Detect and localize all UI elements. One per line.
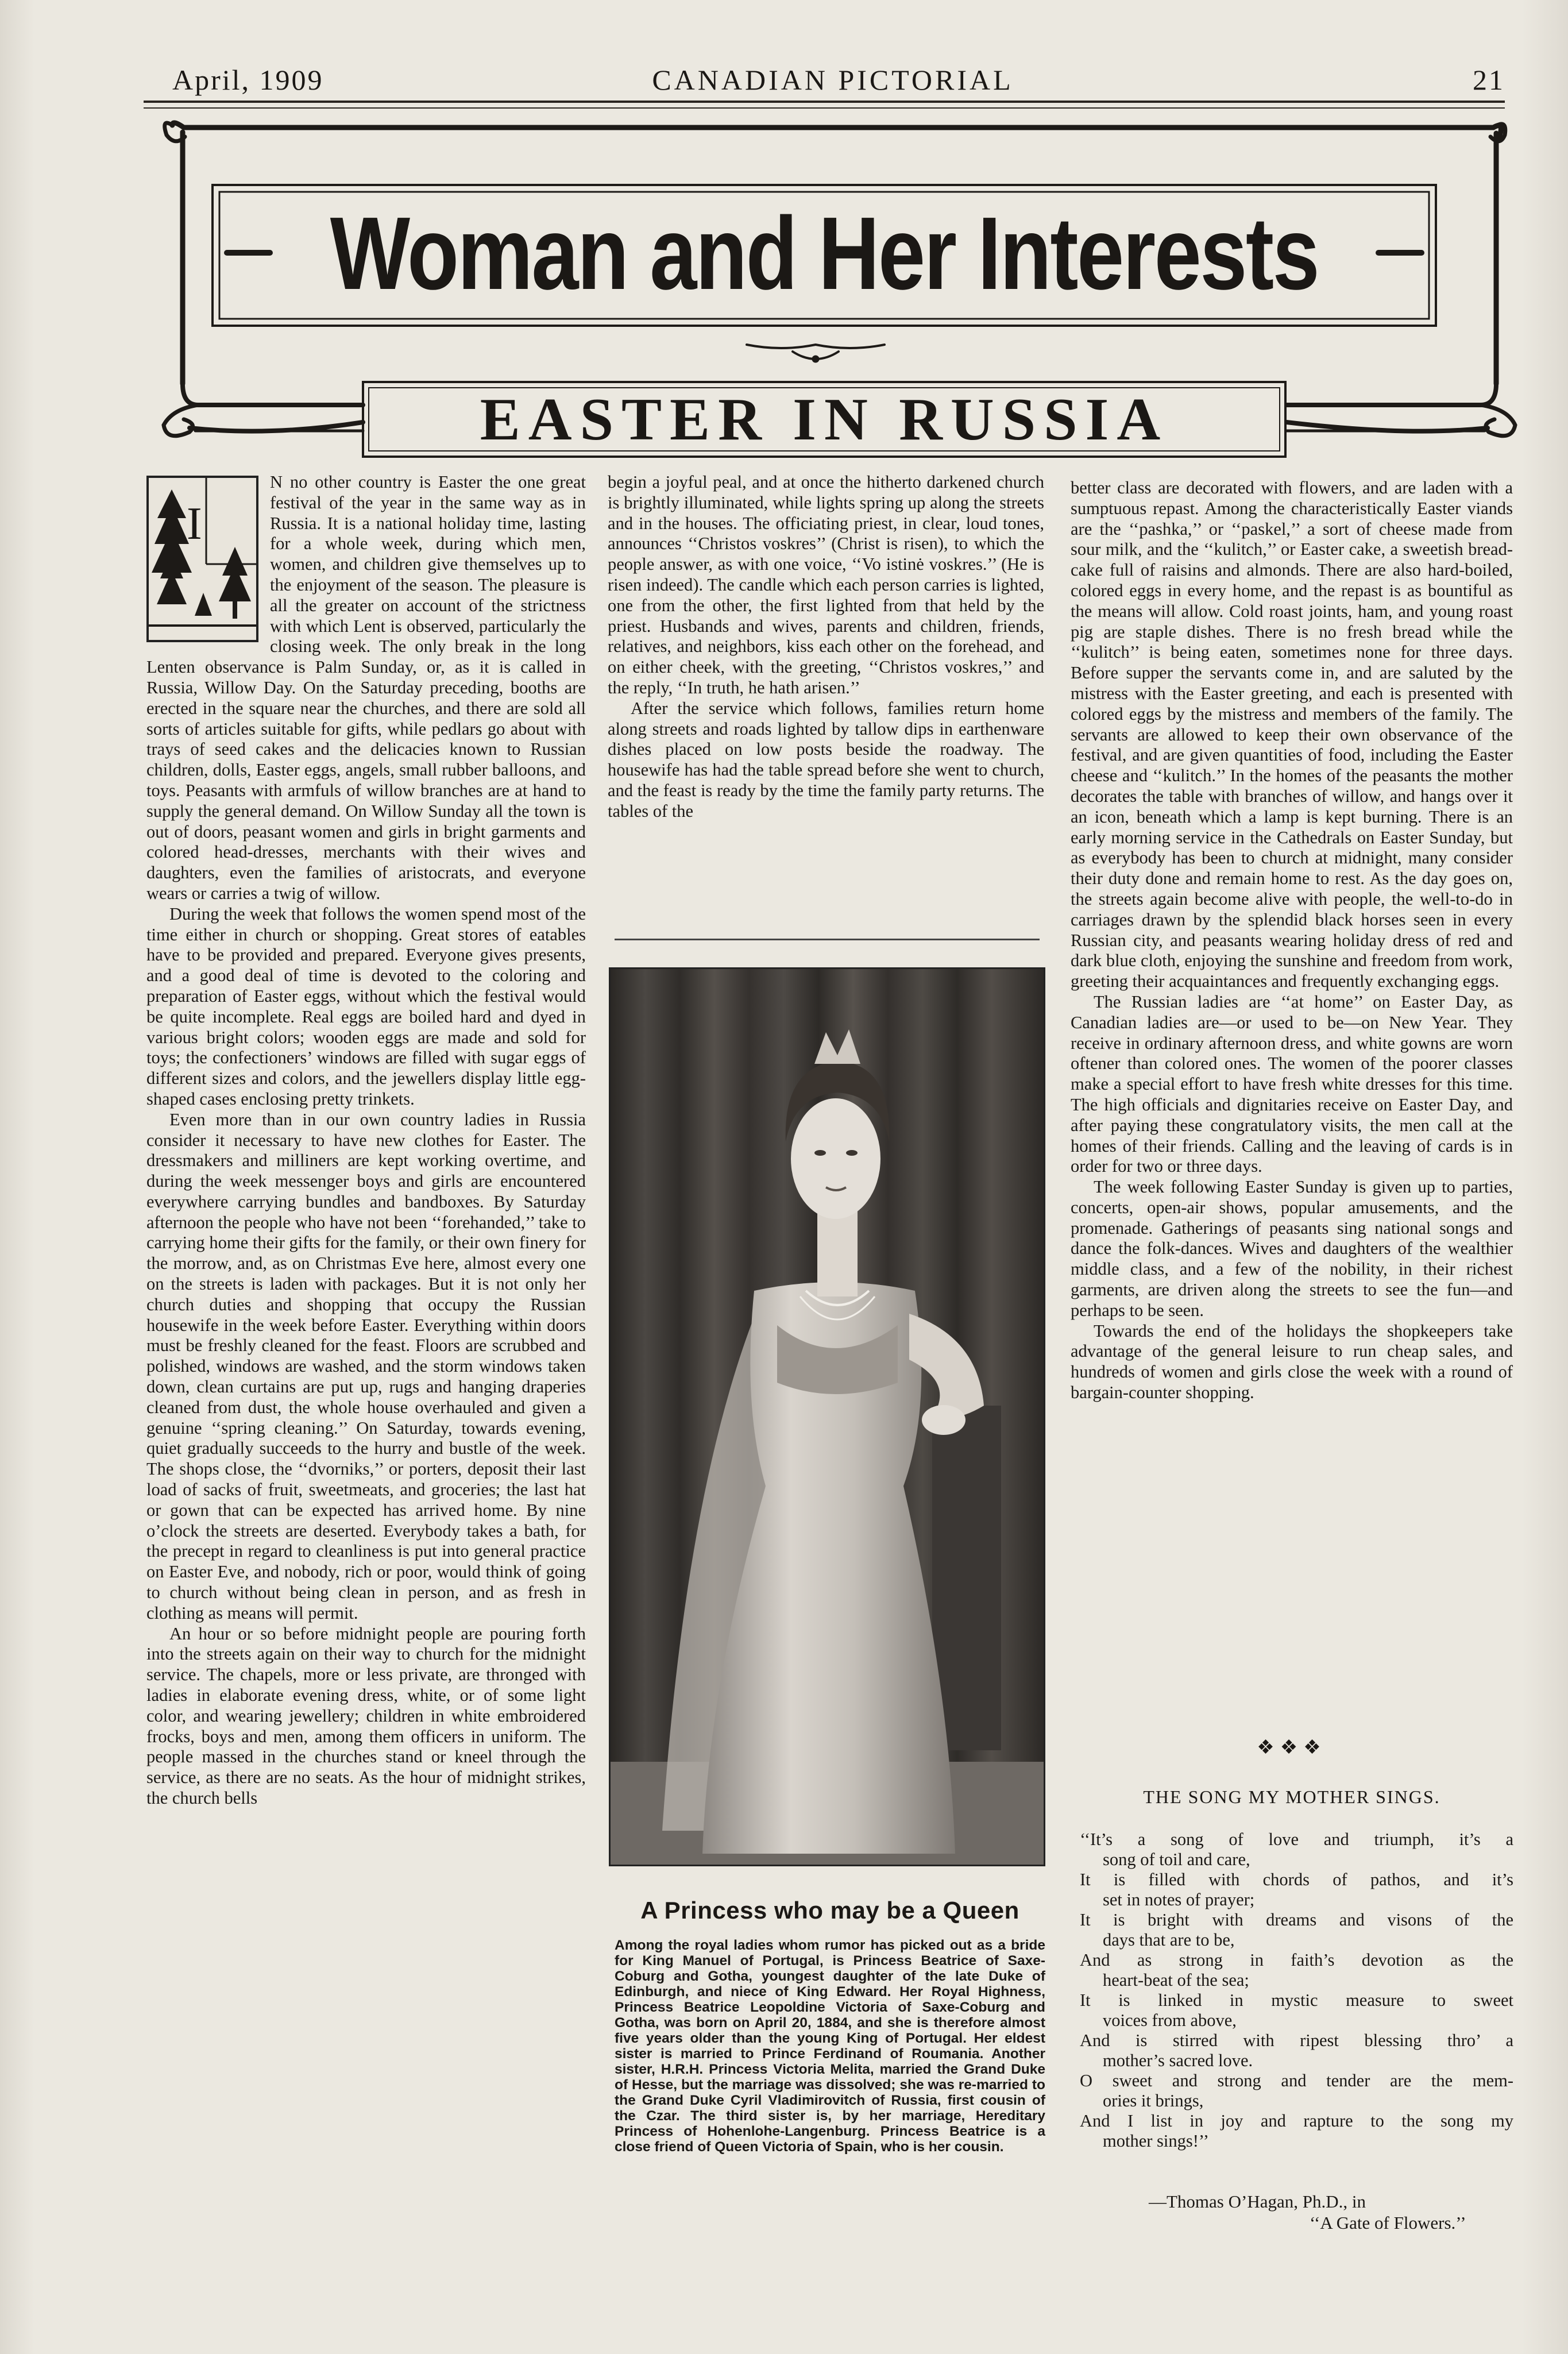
article-paragraph: N no other country is Easter the one great festival of the year in the same way as in Russia. It is a national holiday time, lasting for a whole week, during which men, women, and children give themselves up to the enjoyment of the season. The pleasure is all the greater on account of the strictness with which Lent is observed, particularly the closing week. The only break in the long Lenten observance is Palm Sunday, or, as it is called in Russia, Willow Day. On the Saturday preceding, booths are erected in the square near the churches, and there are sold all sorts of articles suitable for gifts, while pedlars go about with trays of seed cakes and the delicacies known to Russian children, dolls, Easter eggs, angels, small rubber balloons, and toys. Peasants with armfuls of willow branches are at hand to supply the general demand. On Willow Sunday all the town is out of doors, peasant women and girls in bright garments and colored head-dresses, merchants with their wives and daughters, even the families of aristocrats, and everyone wears or carries a twig of willow.	[146, 472, 586, 903]
article-paragraph: The Russian ladies are ‘‘at home’’ on Easter Day, as Canadian ladies are—or used to be—on New Year. They receive in ordinary afternoon dress, and white gowns are worn oftener than colored ones. The women of the poorer classes make a special effort to have fresh white dresses for this time. The high officials and dignitaries receive on Easter Day, and after paying these congratulatory visits, the men call at the homes of their friends. Calling and the leaving of cards is in order for two or three days.	[1071, 991, 1513, 1176]
article-paragraph: During the week that follows the women spend most of the time either in church or shopping. Great stores of eatables have to be provided and prepared. Everyone gives presents, and a good deal of time is devoted to the coloring and preparation of Easter eggs, without which the festival would be quite incomplete. Real eggs are boiled hard and dyed in various bright colors; wooden eggs are made and sold for toys; the confectioners’ windows are filled with sugar eggs of different sizes and colors, and the jewellers display little egg-shaped cases enclosing pretty trinkets.	[146, 904, 586, 1109]
poem-author: —Thomas O’Hagan, Ph.D., in	[1149, 2191, 1366, 2212]
poem-line: mother’s sacred love.	[1103, 2051, 1253, 2070]
poem-body	[1080, 1830, 1513, 2151]
poem-line: O sweet and strong and tender are the mem-	[1080, 2071, 1513, 2090]
article-column-1	[146, 472, 586, 1809]
article-paragraph: Even more than in our own country ladies in Russia consider it necessary to have new clothes for Easter. The dressmakers and milliners are kept working overtime, and during the week messenger boys and girls are encountered everywhere carrying bundles and bandboxes. By Saturday afternoon the people who have not been ‘‘forehanded,’’ take to carrying home their gifts for the family, or their own finery for the morrow, and, as on Christmas Eve here, almost every one on the streets is laden with packages. But it is not only her church duties and shopping that occupy the Russian housewife in the week before Easter. Everything within doors must be freshly cleaned for the feast. Floors are scrubbed and polished, windows are washed, and the storm windows taken down, clean curtains are put up, rugs and hanging draperies cleaned from dust, the whole house overhauled and given a genuine ‘‘spring cleaning.’’ On Saturday, towards evening, quiet gradually succeeds to the hurry and bustle of the week. The shops close, the ‘‘dvorniks,’’ or porters, deposit their last load of sacks of fruit, sweetmeats, and groceries; the last hat or gown that can be expected has arrived home. By nine o’clock the streets are deserted. Everybody takes a bath, for the precept in regard to cleanliness is put into general practice on Easter Eve, and nobody, rich or poor, would think of going to church without being clean in person, and as fresh in clothing as means will permit.	[146, 1109, 586, 1623]
issue-date: April, 1909	[172, 64, 324, 96]
pine-trees-icon	[149, 478, 256, 640]
poem-line: mother sings!’’	[1103, 2131, 1209, 2151]
page-number: 21	[1473, 64, 1505, 96]
section-ornament-icon: ❖❖❖	[1257, 1737, 1327, 1758]
poem-line: It is filled with chords of pathos, and it’s	[1080, 1870, 1513, 1889]
poem-line: It is linked in mystic measure to sweet	[1080, 1990, 1513, 2010]
poem-line: song of toil and care,	[1103, 1850, 1250, 1869]
poem-line: set in notes of prayer;	[1103, 1890, 1255, 1909]
photo-caption-title: A Princess who may be a Queen	[640, 1897, 1019, 1924]
poem-source: ‘‘A Gate of Flowers.’’	[1310, 2213, 1466, 2233]
poem-line: And as strong in faith’s devotion as the	[1080, 1950, 1513, 1970]
princess-portrait-image	[611, 969, 1044, 1865]
section-title-box	[213, 185, 1436, 326]
poem-line: days that are to be,	[1103, 1930, 1235, 1950]
poem-title: THE SONG MY MOTHER SINGS.	[1143, 1786, 1440, 1807]
poem-line: voices from above,	[1103, 2010, 1237, 2030]
article-paragraph: After the service which follows, families return home along streets and roads lighted by tallow dips in earthenware dishes placed on low posts beside the roadway. The housewife has had the table spread before she went to church, and the feast is ready by the time the family party returns. The tables of the	[608, 698, 1044, 821]
article-paragraph: Towards the end of the holidays the shopkeepers take advantage of the general leisure to run cheap sales, and hundreds of women and girls close the week with a round of bargain-counter shopping.	[1071, 1321, 1513, 1403]
poem-line: And I list in joy and rapture to the song my	[1080, 2111, 1513, 2131]
drop-cap-letter: I	[187, 499, 202, 549]
photo-caption-text: Among the royal ladies whom rumor has picked out as a bride for King Manuel of Portugal, is Princess Beatrice of Saxe-Coburg and Gotha, youngest daughter of the late Duke of Edinburgh, and niece of King Edward. Her Royal Highness, Princess Beatrice Leopoldine Victoria of Saxe-Coburg and Gotha, was born on April 20, 1884, and she is therefore almost five years older than the young King of Portugal. Her eldest sister is married to Prince Ferdinand of Roumania. Another sister, H.R.H. Princess Victoria Melita, married the Grand Duke of Hesse, but the marriage was dissolved; she was re-married to the Grand Duke Cyril Vladimirovitch of Russia, first cousin of the Czar. The third sister is, by her marriage, Hereditary Princess of Hohenlohe-Langenburg. Princess Beatrice is a close friend of Queen Victoria of Spain, who is her cousin.	[615, 1938, 1045, 2155]
article-column-2	[608, 472, 1044, 822]
section-title: Woman and Her Interests	[330, 196, 1319, 311]
poem-line: It is bright with dreams and visons of the	[1080, 1910, 1513, 1929]
drop-cap	[146, 476, 258, 642]
poem-line: heart-beat of the sea;	[1103, 1970, 1249, 1990]
article-paragraph: The week following Easter Sunday is given up to parties, concerts, open-air shows, popular amusements, and the promenade. Gatherings of peasants sing national songs and dance the folk-dances. Wives and daughters of the wealthier middle class, and a few of the nobility, in their richest garments, are driven along the streets to see the fun—and perhaps to be seen.	[1071, 1177, 1513, 1320]
poem-line: ories it brings,	[1103, 2091, 1204, 2110]
article-paragraph: An hour or so before midnight people are pouring forth into the streets again on their way to church for the midnight service. The chapels, more or less private, are thronged with ladies in elaborate evening dress, white, or of some light color, and wearing jewellery; children in white embroidered frocks, boys and men, among them officers in uniform. The people massed in the churches stand or kneel through the service, as there are no seats. As the hour of midnight strikes, the church bells	[146, 1623, 586, 1808]
article-title: EASTER IN RUSSIA	[480, 385, 1169, 453]
poem-line: ‘‘It’s a song of love and triumph, it’s a	[1080, 1830, 1513, 1849]
column-divider	[615, 939, 1040, 940]
article-paragraph: better class are decorated with flowers, and are laden with a sumptuous repast. Among the characteristically Easter viands are the ‘‘pashka,’’ or ‘‘paskel,’’ a sort of cheese made from sour milk, and the ‘‘kulitch,’’ or Easter cake, a sweetish bread-cake full of raisins and almonds. There are also hard-boiled, colored eggs in every home, and the repast is as bountiful as the means will allow. Cold roast joints, ham, and young roast pig are staple dishes. There is no fresh bread while the ‘‘kulitch’’ is being eaten, sometimes none for three days. Before supper the servants come in, and are saluted by the mistress with the Easter greeting, and each is presented with colored eggs by the mistress and members of the family. The servants are allowed to keep their own observance of the festival, and are given quantities of food, including the Easter cheese and ‘‘kulitch.’’ In the homes of the peasants the mother decorates the table with branches of willow, and hangs over it an icon, beneath which a lamp is kept burning. There is an early morning service in the Cathedrals on Easter Sunday, but as everybody has been to church at midnight, many consider their duty done and remain home to rest. As the day goes on, the streets again become alive with people, the well-to-do in carriages drawn by the splendid black horses seen in every Russian city, and peasants wearing holiday dress of red and dark blue cloth, enjoying the sunshine and freedom from work, greeting their acquaintances and frequently exchanging eggs.	[1071, 478, 1513, 991]
article-column-3	[1071, 478, 1513, 1403]
princess-photograph	[609, 967, 1045, 1866]
poem-line: And is stirred with ripest blessing thro’ a	[1080, 2031, 1513, 2050]
masthead: CANADIAN PICTORIAL	[652, 64, 1014, 96]
article-paragraph: begin a joyful peal, and at once the hitherto darkened church is brightly illuminated, while lights spring up along the streets and in the houses. The officiating priest, in clear, loud tones, announces ‘‘Christos voskres’’ (Christ is risen), to which the people answer, as with one voice, ‘‘Vo istinė voskres.’’ (He is risen indeed). The candle which each person carries is lighted, one from the other, the first lighted from that held by the priest. Husbands and wives, parents and children, friends, relatives, and neighbors, kiss each other on the forehead, and on either cheek, with the greeting, ‘‘Christos voskres,’’ and the reply, ‘‘In truth, he hath arisen.’’	[608, 472, 1044, 697]
